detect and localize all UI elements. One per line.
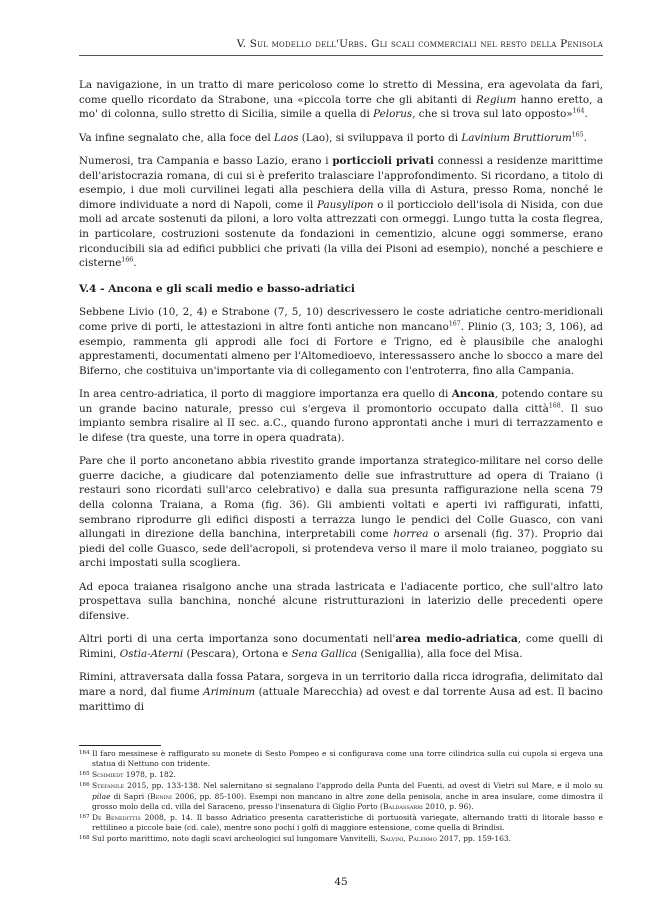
footnote-166: 166 Stefanile 2015, pp. 133-138. Nel salernitano si segnalano l'approdo della Punta del Fuenti, ad ovest di Vietri sul Mare, e il molo su pilae di Sapri (Benini 2006, pp. 85-100). Esempi non mancano in altre zone della penisola, anche in area insulare, come dimostra il grosso molo della cd. villa del Saraceno, presso l'insenatura di Giglio Porto (Baldassarri 2010, p. 96). bbox=[79, 781, 603, 811]
page-number: 45 bbox=[334, 876, 348, 888]
footnote-168: 168 Sul porto marittimo, noto dagli scavi archeologici sul lungomare Vanvitelli, Salvini, Palermo 2017, pp. 159-163. bbox=[79, 834, 512, 844]
paragraph-ancona: In area centro-adriatica, il porto di maggiore importanza era quello di Ancona, potendo contare su un grande bacino naturale, presso cui s'ergeva il promontorio occupato dalla città$^{168}$. Il suo impianto sembra risalire al II sec. a.C., quando furono approntati anche i muri di terrazzamento e le difese (tra queste, una torre in opera quadrata). bbox=[79, 388, 603, 444]
document-page bbox=[79, 0, 603, 920]
footnote-number: 168 bbox=[79, 835, 90, 842]
paragraph-coste-adriatiche: Sebbene Livio (10, 2, 4) e Strabone (7, 5, 10) descrivessero le coste adriatiche centro-meridionali come prive di porti, le attestazioni in altre fonti antiche non mancano$^{167}$. Plinio (3, 103; 3, 106), ad esempio, rammenta gli approdi alle foci di Fortore e Trigno, ed è plausibile che analoghi apprestamenti, documentati almeno per l'Altomedioevo, interessassero anche lo sbocco a mare del Biferno, che costituiva un'importante via di collegamento con l'entroterra, fino alla Campania. bbox=[79, 306, 603, 377]
footnote-164: 164 Il faro messinese è raffigurato su monete di Sesto Pompeo e si configurava come una torre cilindrica sulla cui cupola si ergeva una statua di Nettuno con tridente. bbox=[79, 749, 603, 769]
footnote-165: 165 Schmiedt 1978, p. 182. bbox=[79, 770, 176, 780]
paragraph-laos: Va infine segnalato che, alla foce del Laos (Lao), si sviluppava il porto di Lavinium Bruttiorum$^{165}$. bbox=[79, 131, 587, 144]
footnote-ref-165[interactable]: 165 bbox=[571, 131, 584, 139]
footnote-167: 167 De Benedittis 2008, p. 14. Il basso Adriatico presenta caratteristiche di portuosità variegate, alternando tratti di litorale basso e rettilineo a piccole baie (cd. cale), mentre sono pochi i golfi di maggiore estensione, come quella di Brindisi. bbox=[79, 812, 603, 833]
paragraph-rimini: Rimini, attraversata dalla fossa Patara, sorgeva in un territorio dalla ricca idrografia, delimitato dal mare a nord, dal fiume Ariminum (attuale Marecchia) ad ovest e dal torrente Ausa ad est. Il bacino marittimo di bbox=[79, 671, 603, 713]
paragraph-area-medio-adriatica: Altri porti di una certa importanza sono documentati nell'area medio-adriatica, come quelli di Rimini, Ostia-Aterni (Pescara), Ortona e Sena Gallica (Senigallia), alla foce del Misa. bbox=[79, 633, 604, 660]
footnote-ref-168[interactable]: 168 bbox=[548, 402, 561, 410]
footnotes bbox=[79, 749, 603, 845]
footnote-number: 166 bbox=[79, 782, 90, 789]
body-text bbox=[79, 78, 603, 723]
header-rule bbox=[79, 55, 603, 56]
running-title: V. Sul modello dell'Urbs. Gli scali commerciali nel resto della Penisola bbox=[236, 38, 603, 50]
paragraph-traiano: Pare che il porto anconetano abbia rivestito grande importanza strategico-militare nel corso delle guerre daciche, a giudicare dal potenziamento delle sue infrastrutture ad opera di Traiano (i restauri sono ricordati sull'arco celebrativo) e dalla sua presunta raffigurazione nella scena 79 della colonna Traiana, a Roma (fig. 36). Gli ambienti voltati e aperti ivi raffigurati, infatti, sembrano riprodurre gli edifici disposti a terrazza lungo le pendici del Colle Guasco, con vani allungati in direzione della banchina, interpretabili come horrea o arsenali (fig. 37). Proprio dai piedi del colle Guasco, sede dell'acropoli, si protendeva verso il mare il molo traianeo, poggiato su archi impostati sulla scogliera. bbox=[79, 455, 603, 570]
footnote-rule bbox=[79, 745, 161, 746]
paragraph-epoca-traianea: Ad epoca traianea risalgono anche una strada lastricata e l'adiacente portico, che sull'altro lato prospettava sulla banchina, nonché alcune ristrutturazioni in laterizio delle precedenti opere difensive. bbox=[79, 580, 603, 622]
paragraph-faro: La navigazione, in un tratto di mare pericoloso come lo stretto di Messina, era agevolata da fari, come quello ricordato da Strabone, una «piccola torre che gli abitanti di Regium hanno eretto, a mo' di colonna, sullo stretto di Sicilia, simile a quella di Pelorus, che si trova sul lato opposto»$^{164}$. bbox=[79, 79, 603, 121]
section-heading: V.4 - Ancona e gli scali medio e basso-adriatici bbox=[79, 282, 355, 295]
footnote-ref-167[interactable]: 167 bbox=[448, 320, 461, 328]
running-header bbox=[237, 38, 603, 50]
footnote-number: 165 bbox=[79, 771, 90, 778]
paragraph-porticcioli: Numerosi, tra Campania e basso Lazio, erano i porticcioli privati connessi a residenze marittime dell'aristocrazia romana, di cui si è preferito tralasciare l'approfondimento. Si ricordano, a titolo di esempio, i due moli curvilinei legati alla peschiera della villa di Astura, presso Roma, nonché le dimore individuate a nord di Napoli, come il Pausylipon o il porticciolo dell'isola di Nisida, con due moli ad arcate sostenuti da piloni, a loro volta attrezzati con ormeggi. Lungo tutta la costa flegrea, in particolare, costruzioni sostenute da fondazioni in cementizio, alcune oggi sommerse, erano riconducibili sia ad edifici pubblici che privati (la villa dei Pisoni ad esempio), nonché a peschiere e cisterne$^{166}$. bbox=[79, 154, 603, 270]
footnote-number: 167 bbox=[79, 813, 90, 820]
footnote-ref-164[interactable]: 164 bbox=[572, 107, 585, 115]
footnote-ref-166[interactable]: 166 bbox=[121, 256, 134, 264]
footnote-number: 164 bbox=[79, 750, 90, 756]
